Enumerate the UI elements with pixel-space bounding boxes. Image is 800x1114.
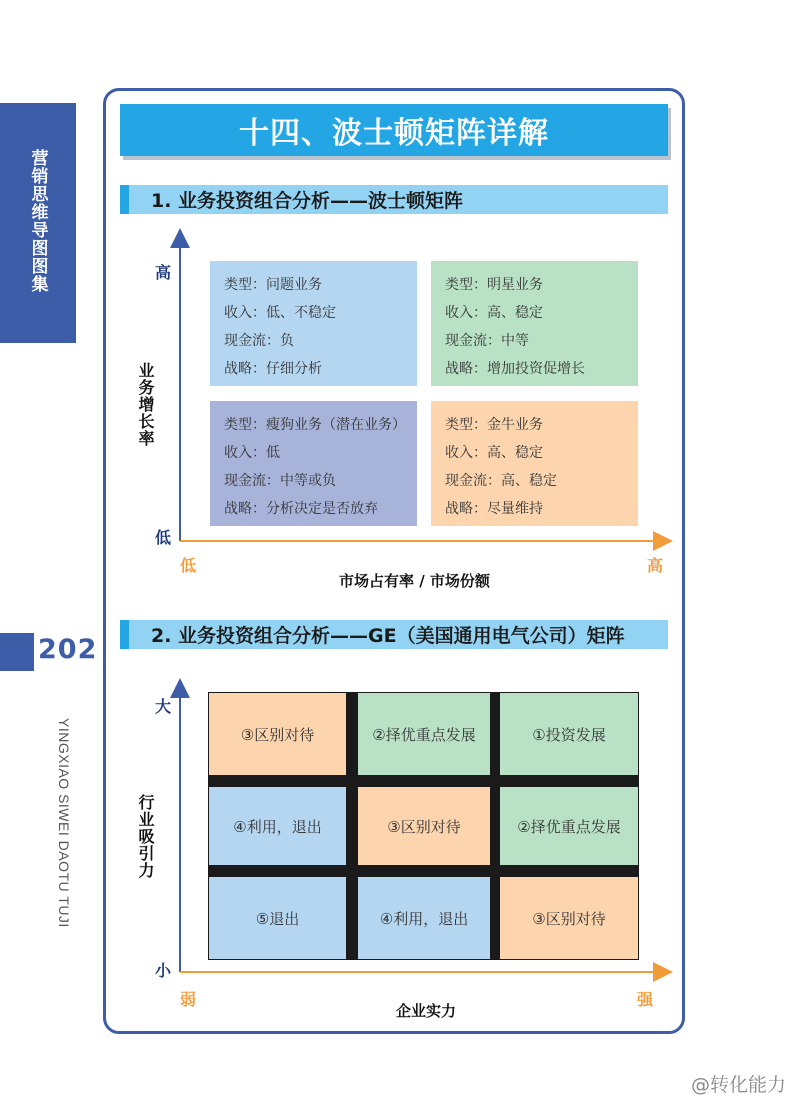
quadrant-type: 类型：问题业务 (224, 277, 322, 293)
quadrant-income: 收入：高、稳定 (445, 445, 543, 461)
quadrant-strategy: 战略：仔细分析 (224, 361, 322, 377)
ge-cell-label: ⑤退出 (255, 909, 300, 928)
quadrant-cashflow: 现金流：负 (224, 333, 294, 349)
bcg-y-low-label: 低 (155, 528, 172, 547)
ge-x-high-label: 强 (637, 990, 654, 1009)
ge-cell-label: ③区别对待 (387, 817, 461, 836)
bcg-quadrant-dog (210, 401, 417, 526)
quadrant-income: 收入：低 (224, 445, 280, 461)
quadrant-type: 类型：金牛业务 (445, 417, 543, 433)
ge-cell-r3c1 (209, 877, 346, 959)
ge-y-low-label: 小 (155, 961, 172, 980)
ge-cell-r2c2 (358, 787, 490, 865)
quadrant-strategy: 战略：尽量维持 (445, 501, 543, 517)
ge-cell-r2c3 (500, 787, 638, 865)
quadrant-cashflow: 现金流：中等 (445, 333, 529, 349)
book-title-pinyin: YINGXIAO SIWEI DAOTU TUJI (56, 718, 72, 928)
ge-cell-label: ④利用，退出 (379, 909, 469, 928)
ge-y-high-label: 大 (155, 697, 172, 716)
bcg-quadrant-star (431, 261, 638, 386)
ge-cell-label: ①投资发展 (532, 725, 606, 744)
bcg-y-high-label: 高 (155, 263, 172, 282)
page-title: 十四、波士顿矩阵详解 (120, 104, 668, 156)
ge-cell-r1c2 (358, 693, 490, 775)
watermark: @转化能力 (690, 1074, 786, 1096)
quadrant-type: 类型：瘦狗业务（潜在业务） (224, 417, 406, 433)
section2-heading-bar (120, 620, 668, 649)
ge-cell-r2c1 (209, 787, 346, 865)
ge-cell-r1c1 (209, 693, 346, 775)
bcg-x-axis-title: 市场占有率 / 市场份额 (339, 572, 490, 590)
quadrant-type: 类型：明星业务 (445, 277, 543, 293)
quadrant-cashflow: 现金流：中等或负 (224, 473, 336, 489)
ge-cell-label: ③区别对待 (240, 725, 315, 744)
quadrant-income: 收入：高、稳定 (445, 305, 543, 321)
ge-x-axis-title: 企业实力 (396, 1002, 457, 1020)
bcg-quadrant-cashcow (431, 401, 638, 526)
ge-cell-label: ②择优重点发展 (372, 725, 476, 744)
section1-heading: 1. 业务投资组合分析——波士顿矩阵 (151, 190, 464, 212)
ge-cell-label: ④利用，退出 (233, 817, 322, 836)
quadrant-strategy: 战略：分析决定是否放弃 (224, 501, 378, 517)
section2-heading: 2. 业务投资组合分析——GE（美国通用电气公司）矩阵 (151, 625, 625, 647)
quadrant-income: 收入：低、不稳定 (224, 305, 336, 321)
quadrant-strategy: 战略：增加投资促增长 (445, 361, 585, 377)
page-number: 202 (38, 634, 98, 665)
ge-cell-r3c3 (500, 877, 638, 959)
quadrant-cashflow: 现金流：高、稳定 (445, 473, 557, 489)
bcg-y-axis-title: 业务增长率 (136, 362, 155, 447)
ge-cell-label: ②择优重点发展 (517, 817, 621, 836)
ge-cell-label: ③区别对待 (532, 909, 606, 928)
bcg-x-low-label: 低 (180, 556, 197, 575)
ge-cell-r1c3 (500, 693, 638, 775)
ge-x-low-label: 弱 (180, 990, 197, 1009)
ge-cell-r3c2 (358, 877, 490, 959)
book-title: 营销思维导图图集 (27, 149, 48, 293)
ge-matrix (208, 692, 639, 960)
ge-y-axis-title: 行业吸引力 (136, 794, 155, 879)
bcg-x-high-label: 高 (647, 556, 664, 575)
section2-heading-accent (120, 620, 129, 649)
bcg-quadrant-question (210, 261, 417, 386)
